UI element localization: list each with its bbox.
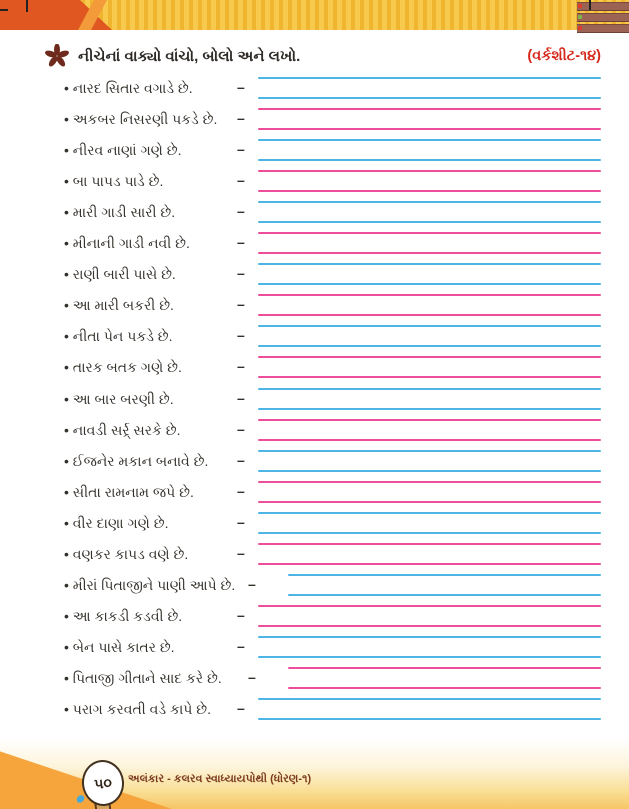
sentence-row [0, 512, 629, 543]
sentence-row [0, 294, 629, 325]
dash-separator: – [237, 110, 245, 127]
writing-line-bottom [258, 97, 601, 99]
dash-separator: – [237, 482, 245, 499]
writing-line-top [288, 574, 601, 576]
sentence-text: • પિતાજી ગીતાને સાદ કરે છે. [64, 669, 222, 686]
dash-separator: – [237, 513, 245, 530]
footer-book-title: અલંકાર - કલરવ સ્વાધ્યાયપોથી (ધોરણ-૧) [128, 773, 312, 785]
writing-lines [258, 543, 601, 566]
sentence-row [0, 263, 629, 294]
writing-lines [258, 170, 601, 193]
writing-line-top [258, 388, 601, 390]
page-number: ૫૦ [93, 773, 113, 792]
sentence-text: • મારી ગાડી સારી છે. [64, 204, 176, 221]
writing-line-bottom [288, 594, 601, 596]
writing-line-top [258, 450, 601, 452]
writing-line-top [258, 77, 601, 79]
dash-separator: – [237, 203, 245, 220]
dash-separator: – [237, 327, 245, 344]
sentence-row [0, 543, 629, 574]
writing-line-bottom [258, 563, 601, 565]
dash-separator: – [237, 451, 245, 468]
writing-lines [258, 388, 601, 411]
sentence-text: • નાવડી સર્ર્ર્ સરકે છે. [64, 421, 181, 438]
writing-line-top [288, 667, 601, 669]
writing-lines [258, 356, 601, 379]
sentence-text: • વીર દાણા ગણે છે. [64, 514, 169, 531]
writing-line-top [258, 201, 601, 203]
dash-separator: – [237, 544, 245, 561]
sentence-row [0, 450, 629, 481]
writing-lines [258, 481, 601, 504]
writing-line-bottom [258, 376, 601, 378]
sentence-row [0, 356, 629, 387]
sentence-row [0, 636, 629, 667]
writing-lines [258, 605, 601, 628]
writing-line-top [258, 698, 601, 700]
sentence-text: • પરાગ કરવતી વડે કાપે છે. [64, 701, 211, 717]
writing-line-top [258, 356, 601, 358]
dash-separator: – [237, 79, 245, 95]
dash-separator: – [237, 141, 245, 158]
writing-lines [258, 77, 601, 100]
sentence-text: • વણકર કાપડ વણે છે. [64, 545, 189, 562]
writing-lines [258, 232, 601, 255]
sentence-row [0, 388, 629, 419]
sentence-row [0, 698, 629, 729]
writing-line-bottom [258, 128, 601, 130]
sentence-text: • બા પાપડ પાડે છે. [64, 173, 164, 190]
sentence-text: • તારક બતક ગણે છે. [64, 359, 182, 376]
writing-line-top [258, 232, 601, 234]
sentence-text: • મીરાં પિતાજીને પાણી આપે છે. [64, 576, 236, 593]
writing-line-top [258, 605, 601, 607]
dash-separator: – [237, 234, 245, 251]
sentence-text: • ઈજનેર મકાન બનાવે છે. [64, 452, 209, 469]
writing-line-bottom [258, 314, 601, 316]
writing-line-bottom [258, 532, 601, 534]
writing-lines [258, 698, 601, 721]
writing-lines [288, 667, 601, 690]
writing-line-bottom [258, 439, 601, 441]
sentence-text: • આ બાર બરણી છે. [64, 390, 174, 407]
sentence-text: • અકબર નિસરણી પકડે છે. [64, 111, 218, 128]
sentence-row [0, 574, 629, 605]
writing-line-bottom [258, 470, 601, 472]
writing-line-top [258, 108, 601, 110]
sentence-text: • બેન પાસે કાતર છે. [64, 638, 175, 655]
dash-separator: – [237, 700, 245, 716]
writing-line-bottom [258, 345, 601, 347]
writing-line-bottom [258, 159, 601, 161]
sentence-row [0, 605, 629, 636]
dash-separator: – [237, 358, 245, 375]
dash-separator: – [237, 265, 245, 282]
sentence-text: • સીતા રામનામ જપે છે. [64, 483, 194, 500]
writing-lines [258, 108, 601, 131]
dash-separator: – [248, 668, 256, 685]
sentence-text: • નીરવ નાણાં ગણે છે. [64, 142, 182, 159]
sentence-row [0, 108, 629, 139]
writing-line-bottom [258, 283, 601, 285]
writing-line-bottom [258, 718, 601, 720]
writing-line-bottom [258, 625, 601, 627]
writing-line-top [258, 294, 601, 296]
sentence-row [0, 139, 629, 170]
writing-lines [258, 450, 601, 473]
instruction-text: નીચેનાં વાક્યો વાંચો, બોલો અને લખો. [78, 48, 301, 65]
writing-line-top [258, 170, 601, 172]
writing-line-top [258, 419, 601, 421]
dash-separator: – [237, 172, 245, 189]
writing-line-top [258, 512, 601, 514]
sentence-row [0, 667, 629, 698]
dash-separator: – [237, 296, 245, 313]
writing-line-bottom [258, 408, 601, 410]
sentence-row [0, 481, 629, 512]
writing-lines [258, 263, 601, 286]
sentence-text: • આ કાકડી કડવી છે. [64, 607, 183, 624]
writing-line-top [258, 263, 601, 265]
sentence-row [0, 201, 629, 232]
sentence-row [0, 170, 629, 201]
writing-line-bottom [258, 252, 601, 254]
sentence-row [0, 419, 629, 450]
writing-line-top [258, 636, 601, 638]
writing-line-bottom [288, 687, 601, 689]
writing-lines [258, 201, 601, 224]
writing-lines [258, 294, 601, 317]
dash-separator: – [237, 389, 245, 406]
sentence-text: • નીતા પેન પકડે છે. [64, 328, 173, 345]
writing-line-bottom [258, 221, 601, 223]
sentence-text: • નારદ સિતાર વગાડે છે. [64, 80, 193, 96]
sentence-row [0, 77, 629, 108]
dash-separator: – [248, 575, 256, 592]
writing-lines [258, 636, 601, 659]
sentence-text: • મીનાની ગાડી નવી છે. [64, 235, 190, 252]
sentence-row [0, 325, 629, 356]
writing-line-bottom [258, 656, 601, 658]
dash-separator: – [237, 420, 245, 437]
writing-lines [288, 574, 601, 597]
writing-line-top [258, 139, 601, 141]
writing-line-top [258, 543, 601, 545]
dash-separator: – [237, 637, 245, 654]
writing-line-top [258, 481, 601, 483]
writing-lines [258, 139, 601, 162]
writing-line-bottom [258, 501, 601, 503]
sentence-text: • આ મારી બકરી છે. [64, 297, 174, 314]
sentence-row [0, 232, 629, 263]
writing-line-bottom [258, 190, 601, 192]
writing-line-top [258, 325, 601, 327]
dash-separator: – [237, 606, 245, 623]
sentence-text: • રાણી બારી પાસે છે. [64, 266, 176, 283]
writing-lines [258, 325, 601, 348]
writing-lines [258, 419, 601, 442]
worksheet-label: (વર્કશીટ-૧૪) [527, 48, 601, 64]
writing-lines [258, 512, 601, 535]
